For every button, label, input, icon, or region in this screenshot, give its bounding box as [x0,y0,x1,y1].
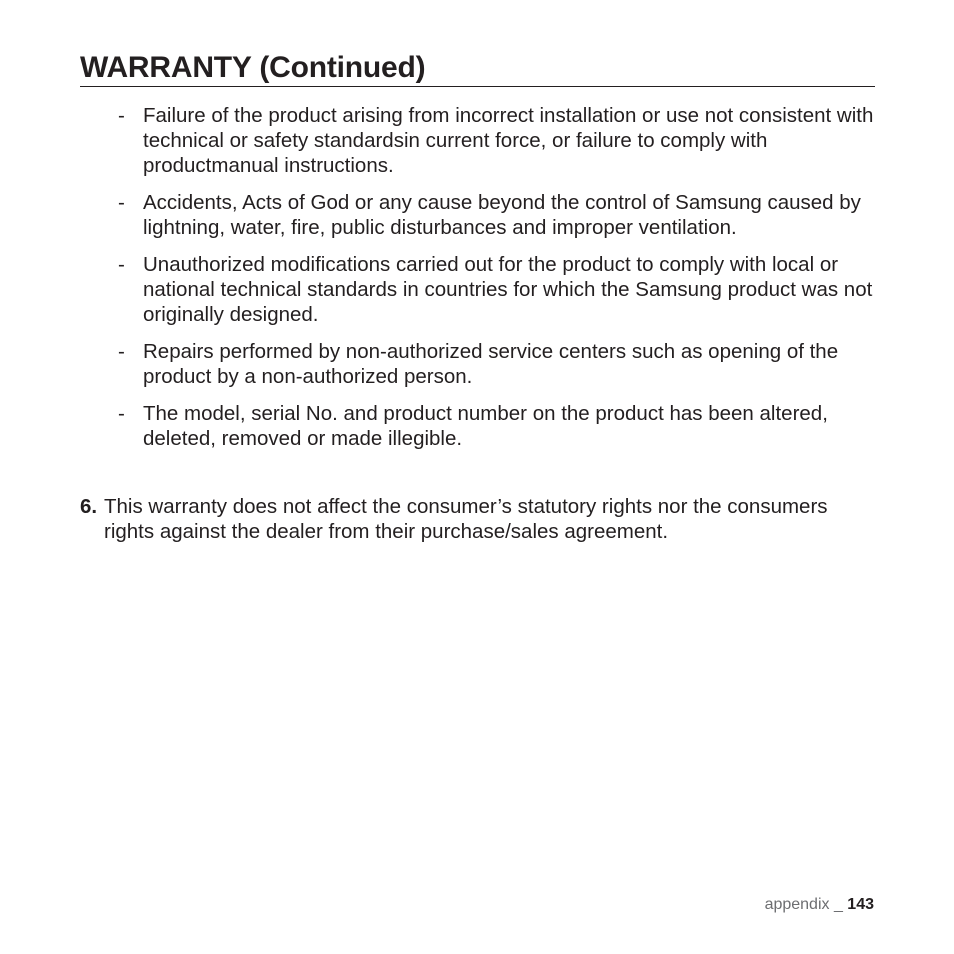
bullet-dash: - [118,191,125,214]
numbered-clause [80,494,880,544]
list-item-text: Unauthorized modifications carried out for the product to comply with local or national technical standards in countries for which the Samsung product was not originally designed. [143,253,873,326]
bullet-dash: - [118,253,125,276]
footer-section: appendix _ [764,896,848,913]
list-item [80,103,880,178]
bullet-dash: - [118,402,125,425]
list-item [80,339,880,389]
list-item-text: Accidents, Acts of God or any cause beyond the control of Samsung caused by lightning, water, fire, public disturbances and improper ventilation. [143,191,861,239]
list-item-text: Failure of the product arising from incorrect installation or use not consistent with technical or safety standardsin current force, or failure to comply with productmanual instructions. [143,104,874,177]
list-item [80,252,880,327]
exclusion-list [80,103,880,463]
page-title: WARRANTY (Continued) [80,51,426,84]
title-rule [80,86,875,87]
list-item-text: Repairs performed by non-authorized service centers such as opening of the product by a non-authorized person. [143,340,839,388]
page-footer [765,894,874,916]
page-number: 143 [847,896,874,913]
bullet-dash: - [118,340,125,363]
list-item [80,190,880,240]
bullet-dash: - [118,104,125,127]
clause-text: This warranty does not affect the consumer’s statutory rights nor the consumers rights against the dealer from their purchase/sales agreement. [104,495,828,543]
list-item [80,401,880,451]
list-item-text: The model, serial No. and product number on the product has been altered, deleted, removed or made illegible. [143,402,828,450]
clause-number: 6. [80,495,98,518]
